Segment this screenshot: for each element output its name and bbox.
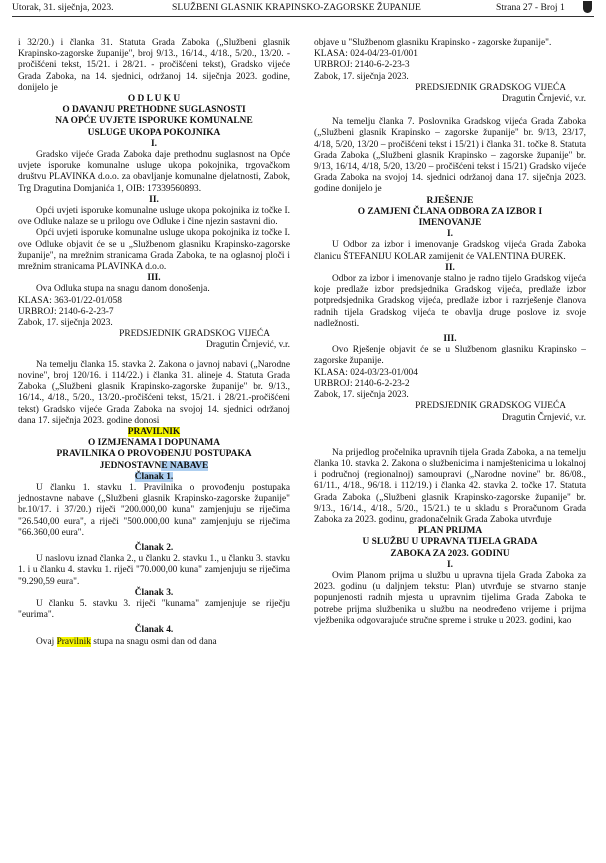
continuation-text: objave u "Službenom glasniku Krapinsko - zagorske županije". — [314, 38, 552, 48]
clanak-text: Ovaj Pravilnik stupa na snagu osmi dan od dana — [36, 636, 217, 647]
urbroj: URBROJ: 2140-6-2-23-3 — [314, 60, 410, 71]
odluka-subtitle: NA OPĆE UVJETE ISPORUKE KOMUNALNE — [55, 116, 253, 127]
odluka-subtitle: USLUGE UKOPA POKOJNIKA — [87, 127, 221, 138]
left-column — [18, 38, 290, 648]
section-text: Gradsko vijeće Grada Zaboka daje prethodnu suglasnost na Opće uvjete isporuke komunalne usluge ukopa pokojnika, trgovačkom društvu PLAVINKA d.o.o. za obavljanje komunalne djelatnosti, Zabok, Trg Dragutina Domjanića 1, OIB: 17339560893. — [18, 150, 290, 194]
rjesenje-title: RJEŠENJE — [426, 195, 474, 206]
urbroj: URBROJ: 2140-6-2-23-7 — [18, 306, 114, 317]
page-header — [12, 0, 594, 17]
pravilnik-subtitle: O IZMJENAMA I DOPUNAMA — [87, 438, 221, 449]
odluka-title: O D L U K U — [127, 94, 181, 105]
clanak-heading: Članak 1. — [134, 471, 174, 482]
klasa: KLASA: 024-04/23-01/001 — [314, 49, 418, 60]
coat-of-arms-icon — [583, 1, 592, 13]
section-text: Ova Odluka stupa na snagu danom donošenja. — [36, 284, 210, 295]
signer-name: Dragutin Črnjević, v.r. — [205, 340, 290, 351]
rjesenje-intro: Na temelju članka 7. Poslovnika Gradskog vijeća Grada Zaboka („Službeni glasnik Krapinsko – zagorske županije" br. 9/13, 23/17, 4/18, 5/20, 13/20 – pročišćeni tekst i 15/21) i članka 31. točke 8. Statuta Grada Zaboka („Službeni glasnik Krapinsko – zagorske županije" br. 9/13, 16/14, 4/18, 5/20, 13/20 – pročišćeni tekst i 15/21) Gradsko vijeće Grada Zaboka na svojoj 14. sjednici održanoj dana 17. siječnja 2023. godine donijelo je — [314, 117, 586, 195]
pravilnik-subtitle: PRAVILNIKA O PROVOĐENJU POSTUPAKA — [56, 449, 252, 460]
pravilnik-intro: Na temelju članka 15. stavka 2. Zakona o javnoj nabavi („Narodne novine", broj 120/16. i 114/22.) i članka 31. alineje 4. Statuta Grada Zaboka („Službeni glasnik Krapinsko-zagorske županije" br. 9/13., 16/14., 4/18., 5/20., 13/20.-pročišćeni tekst, 15/21. i 28/21.-pročišćeni tekst) Gradsko vijeće Grada Zaboka na svojoj 14. sjednici održanoj dana 17. siječnja 2023. godine donosi — [18, 359, 290, 426]
section-text: Ovim Planom prijma u službu u upravna tijela Grada Zaboka za 2023. godinu (u daljnjem tekstu: Plan) utvrđuje se stvarno stanje popunjenosti radnih mjesta u upravnim tijelima Grada Zaboka te potrebe prijma službenika u službu na neodređeno vrijeme i prijma vježbenika odgovarajuće stručne spreme i struke u 2023. godini, kao — [314, 570, 586, 626]
clanak-text: U članku 1. stavku 1. Pravilnika o provođenju postupaka jednostavne nabave („Službeni glasnik Krapinsko-zagorske županije" br.10/17. i 37/20.) riječi "200.000,00 kuna" zamjenjuju se riječima "26.540,00 eura", a riječi "500.000,00 kuna" zamjenjuju se riječima "66.360,00 eura". — [18, 482, 290, 538]
section-number: II. — [149, 194, 159, 205]
plan-subtitle: U SLUŽBU U UPRAVNA TIJELA GRADA — [362, 537, 538, 548]
section-number: II. — [445, 262, 455, 273]
clanak-heading: Članak 4. — [134, 625, 174, 636]
klasa: KLASA: 363-01/22-01/058 — [18, 295, 122, 306]
urbroj: URBROJ: 2140-6-2-23-2 — [314, 378, 410, 389]
signer-name: Dragutin Črnjević, v.r. — [501, 412, 586, 423]
section-text: Opći uvjeti isporuke komunalne usluge ukopa pokojnika iz točke I. ove Odluke nalaze se u prilogu ove Odluke i čine njezin sastavni dio. — [18, 206, 290, 228]
clanak-heading: Članak 2. — [134, 542, 174, 553]
signer-title: PREDSJEDNIK GRADSKOG VIJEĆA — [119, 329, 270, 340]
section-number: I. — [447, 229, 453, 240]
clanak-text: U članku 5. stavku 3. riječi "kunama" zamjenjuje se riječju "eurima". — [18, 598, 290, 621]
plan-intro: Na prijedlog pročelnika upravnih tijela Grada Zaboka, a na temelju članka 10. stavka 2. Zakona o službenicima i namještenicima u lokalnoj i područnoj (regionalnoj) samoupravi („Narodne novine" br. 86/08., 61/11., 4/18., 96/18. i 112/19.) i članka 42. stavka 2. točke 17. Statuta Grada Zaboka („Službeni glasnik Krapinsko-zagorske županije" br. 9/13., 16/14., 4/18., 5/20., 15/21.) te u skladu s Proračunom Grada Zaboka za 2023. godinu, gradonačelnik Grada Zaboka utvrđuje — [314, 447, 586, 525]
odluka-subtitle: O DAVANJU PRETHODNE SUGLASNOSTI — [62, 105, 246, 116]
place-date: Zabok, 17. siječnja 2023. — [314, 71, 409, 82]
pravilnik-title: PRAVILNIK — [127, 426, 181, 437]
signer-title: PREDSJEDNIK GRADSKOG VIJEĆA — [415, 82, 566, 93]
header-page: Strana 27 - Broj 1 — [496, 2, 565, 13]
section-number: III. — [147, 273, 161, 284]
signer-title: PREDSJEDNIK GRADSKOG VIJEĆA — [415, 401, 566, 412]
header-publication: SLUŽBENI GLASNIK KRAPINSKO-ZAGORSKE ŽUPANIJE — [172, 2, 421, 13]
pravilnik-subtitle: JEDNOSTAVNE NABAVE — [99, 460, 209, 471]
plan-subtitle: ZABOKA ZA 2023. GODINU — [390, 548, 510, 559]
place-date: Zabok, 17. siječnja 2023. — [18, 318, 113, 329]
section-text: U Odbor za izbor i imenovanje Gradskog vijeća Grada Zaboka članicu ŠTEFANIJU KOLAR zamijenit će VALENTINA ĐUREK. — [314, 240, 586, 262]
header-date: Utorak, 31. siječnja, 2023. — [12, 2, 114, 13]
section-text: Ovo Rješenje objavit će se u Službenom glasniku Krapinsko – zagorske županije. — [314, 345, 586, 367]
section-number: III. — [443, 334, 457, 345]
odluka-intro: i 32/20.) i članka 31. Statuta Grada Zaboka („Službeni glasnik Krapinsko-zagorske županije", broj 9/13., 16/14., 4/18., 5/20., 13/20. - pročišćeni tekst, 15/21. i 28/21. - pročišćeni tekst), Gradsko vijeće Grada Zaboka, na 14. sjednici, održanoj 14. siječnja 2023. godine, donijelo je — [18, 38, 290, 93]
right-column — [314, 38, 586, 627]
section-text: Odbor za izbor i imenovanje stalno je radno tijelo Gradskog vijeća koje predlaže izbor predsjednika Gradskog vijeća, predlaže izbor potpredsjednika Gradskog vijeća, predlaže izbor i razrješenje članova radnih tijela Gradskog vijeća te obavlja druge poslove iz svoje nadležnosti. — [314, 274, 586, 329]
signer-name: Dragutin Črnjević, v.r. — [501, 94, 586, 105]
rjesenje-subtitle: IMENOVANJE — [418, 218, 482, 229]
section-text: Opći uvjeti isporuke komunalne usluge ukopa pokojnika iz točke I. ove Odluke objavit će se u „Službenom glasniku Krapinsko-zagorske županije", na mrežnim stranicama Grada Zaboka, te na oglasnoj ploči i mrežnim stranicama PLAVINKA d.o.o. — [18, 228, 290, 273]
clanak-text: U naslovu iznad članka 2., u članku 2. stavku 1., u članku 3. stavku 1. i u članku 4. stavku 1. riječi "70.000,00 kuna" zamjenjuju se riječima "9.290,59 eura". — [18, 554, 290, 587]
plan-title: PLAN PRIJMA — [417, 526, 483, 537]
rjesenje-subtitle: O ZAMJENI ČLANA ODBORA ZA IZBOR I — [357, 206, 543, 217]
clanak-heading: Članak 3. — [134, 587, 174, 598]
section-number: I. — [447, 559, 453, 570]
klasa: KLASA: 024-03/23-01/004 — [314, 367, 418, 378]
place-date: Zabok, 17. siječnja 2023. — [314, 390, 409, 401]
section-number: I. — [151, 138, 157, 149]
